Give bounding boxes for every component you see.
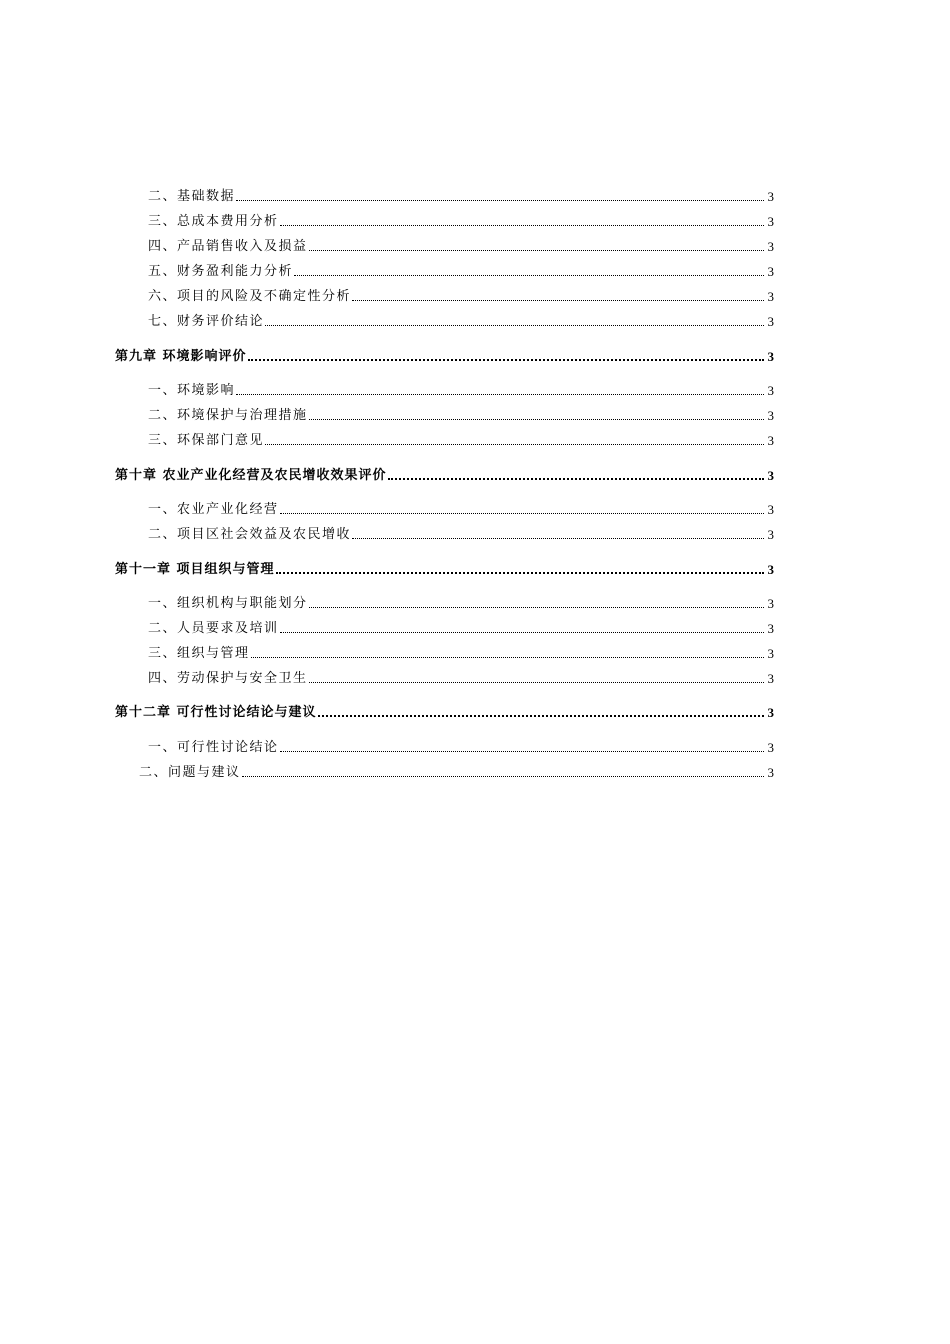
dot-leader [276, 571, 764, 574]
toc-page-number: 3 [767, 239, 774, 254]
toc-entry-label: 三、环保部门意见 [148, 433, 265, 448]
toc-page-number: 3 [767, 502, 774, 517]
dot-leader [309, 681, 764, 683]
dot-leader [352, 537, 764, 539]
toc-page-number: 3 [767, 705, 774, 720]
toc-entry[interactable] [0, 404, 950, 424]
toc-entry[interactable] [0, 379, 950, 399]
toc-entry[interactable] [0, 260, 950, 280]
toc-entry-label: 三、组织与管理 [148, 646, 250, 661]
toc-page-number: 3 [767, 214, 774, 229]
toc-entry-label: 一、可行性讨论结论 [148, 740, 279, 755]
dot-leader [265, 443, 764, 445]
dot-leader [251, 656, 764, 658]
toc-page-number: 3 [767, 621, 774, 636]
dot-leader [280, 750, 764, 752]
toc-entry-label: 一、组织机构与职能划分 [148, 596, 308, 611]
toc-entry[interactable] [0, 185, 950, 205]
toc-page-number: 3 [767, 349, 774, 364]
dot-leader [236, 393, 764, 395]
toc-page-number: 3 [767, 408, 774, 423]
toc-entry-label: 二、基础数据 [148, 189, 236, 204]
toc-entry-label: 五、财务盈利能力分析 [148, 264, 294, 279]
toc-entry-label: 二、环境保护与治理措施 [148, 408, 308, 423]
dot-leader [388, 477, 764, 480]
toc-entry[interactable] [0, 736, 950, 756]
toc-entry-label: 四、劳动保护与安全卫生 [148, 671, 308, 686]
toc-entry[interactable] [0, 285, 950, 305]
dot-leader [309, 418, 764, 420]
toc-entry[interactable] [0, 642, 950, 662]
toc-entry-label: 一、环境影响 [148, 383, 236, 398]
toc-page-number: 3 [767, 433, 774, 448]
toc-entry-label: 二、问题与建议 [139, 765, 241, 780]
toc-entry[interactable] [0, 235, 950, 255]
toc-entry[interactable] [0, 310, 950, 330]
dot-leader [265, 324, 764, 326]
dot-leader [280, 224, 764, 226]
toc-entry-label: 一、农业产业化经营 [148, 502, 279, 517]
dot-leader [294, 274, 764, 276]
toc-page-number: 3 [767, 765, 774, 780]
toc-page-number: 3 [767, 596, 774, 611]
toc-chapter-entry[interactable] [0, 558, 950, 578]
toc-entry[interactable] [0, 523, 950, 543]
toc-entry[interactable] [0, 667, 950, 687]
toc-entry[interactable] [0, 210, 950, 230]
toc-chapter-entry[interactable] [0, 464, 950, 484]
toc-entry-label: 二、人员要求及培训 [148, 621, 279, 636]
dot-leader [309, 249, 764, 251]
toc-entry-label: 六、项目的风险及不确定性分析 [148, 289, 352, 304]
dot-leader [352, 299, 764, 301]
toc-page-number: 3 [767, 264, 774, 279]
toc-entry-label: 二、项目区社会效益及农民增收 [148, 527, 352, 542]
toc-entry[interactable] [0, 592, 950, 612]
toc-page-number: 3 [767, 189, 774, 204]
toc-entry-label: 七、财务评价结论 [148, 314, 265, 329]
dot-leader [242, 775, 764, 777]
toc-chapter-label: 第十章 农业产业化经营及农民增收效果评价 [115, 468, 387, 483]
toc-page-number: 3 [767, 671, 774, 686]
dot-leader [280, 631, 764, 633]
toc-entry[interactable] [0, 429, 950, 449]
toc-page-number: 3 [767, 314, 774, 329]
toc-chapter-entry[interactable] [0, 345, 950, 365]
dot-leader [236, 199, 764, 201]
toc-entry[interactable] [0, 761, 950, 781]
toc-page-number: 3 [767, 289, 774, 304]
toc-chapter-label: 第十一章 项目组织与管理 [115, 562, 275, 577]
dot-leader [248, 358, 764, 361]
toc-page-number: 3 [767, 468, 774, 483]
toc-page-number: 3 [767, 562, 774, 577]
toc-entry-label: 四、产品销售收入及损益 [148, 239, 308, 254]
toc-entry-label: 三、总成本费用分析 [148, 214, 279, 229]
toc-page-number: 3 [767, 740, 774, 755]
toc-chapter-label: 第十二章 可行性讨论结论与建议 [115, 705, 317, 720]
toc-page-number: 3 [767, 646, 774, 661]
toc-page-number: 3 [767, 527, 774, 542]
dot-leader [280, 512, 764, 514]
dot-leader [318, 714, 764, 717]
toc-chapter-entry[interactable] [0, 701, 950, 721]
toc-page-number: 3 [767, 383, 774, 398]
toc-entry[interactable] [0, 498, 950, 518]
dot-leader [309, 606, 764, 608]
toc-entry[interactable] [0, 617, 950, 637]
toc-chapter-label: 第九章 环境影响评价 [115, 349, 247, 364]
